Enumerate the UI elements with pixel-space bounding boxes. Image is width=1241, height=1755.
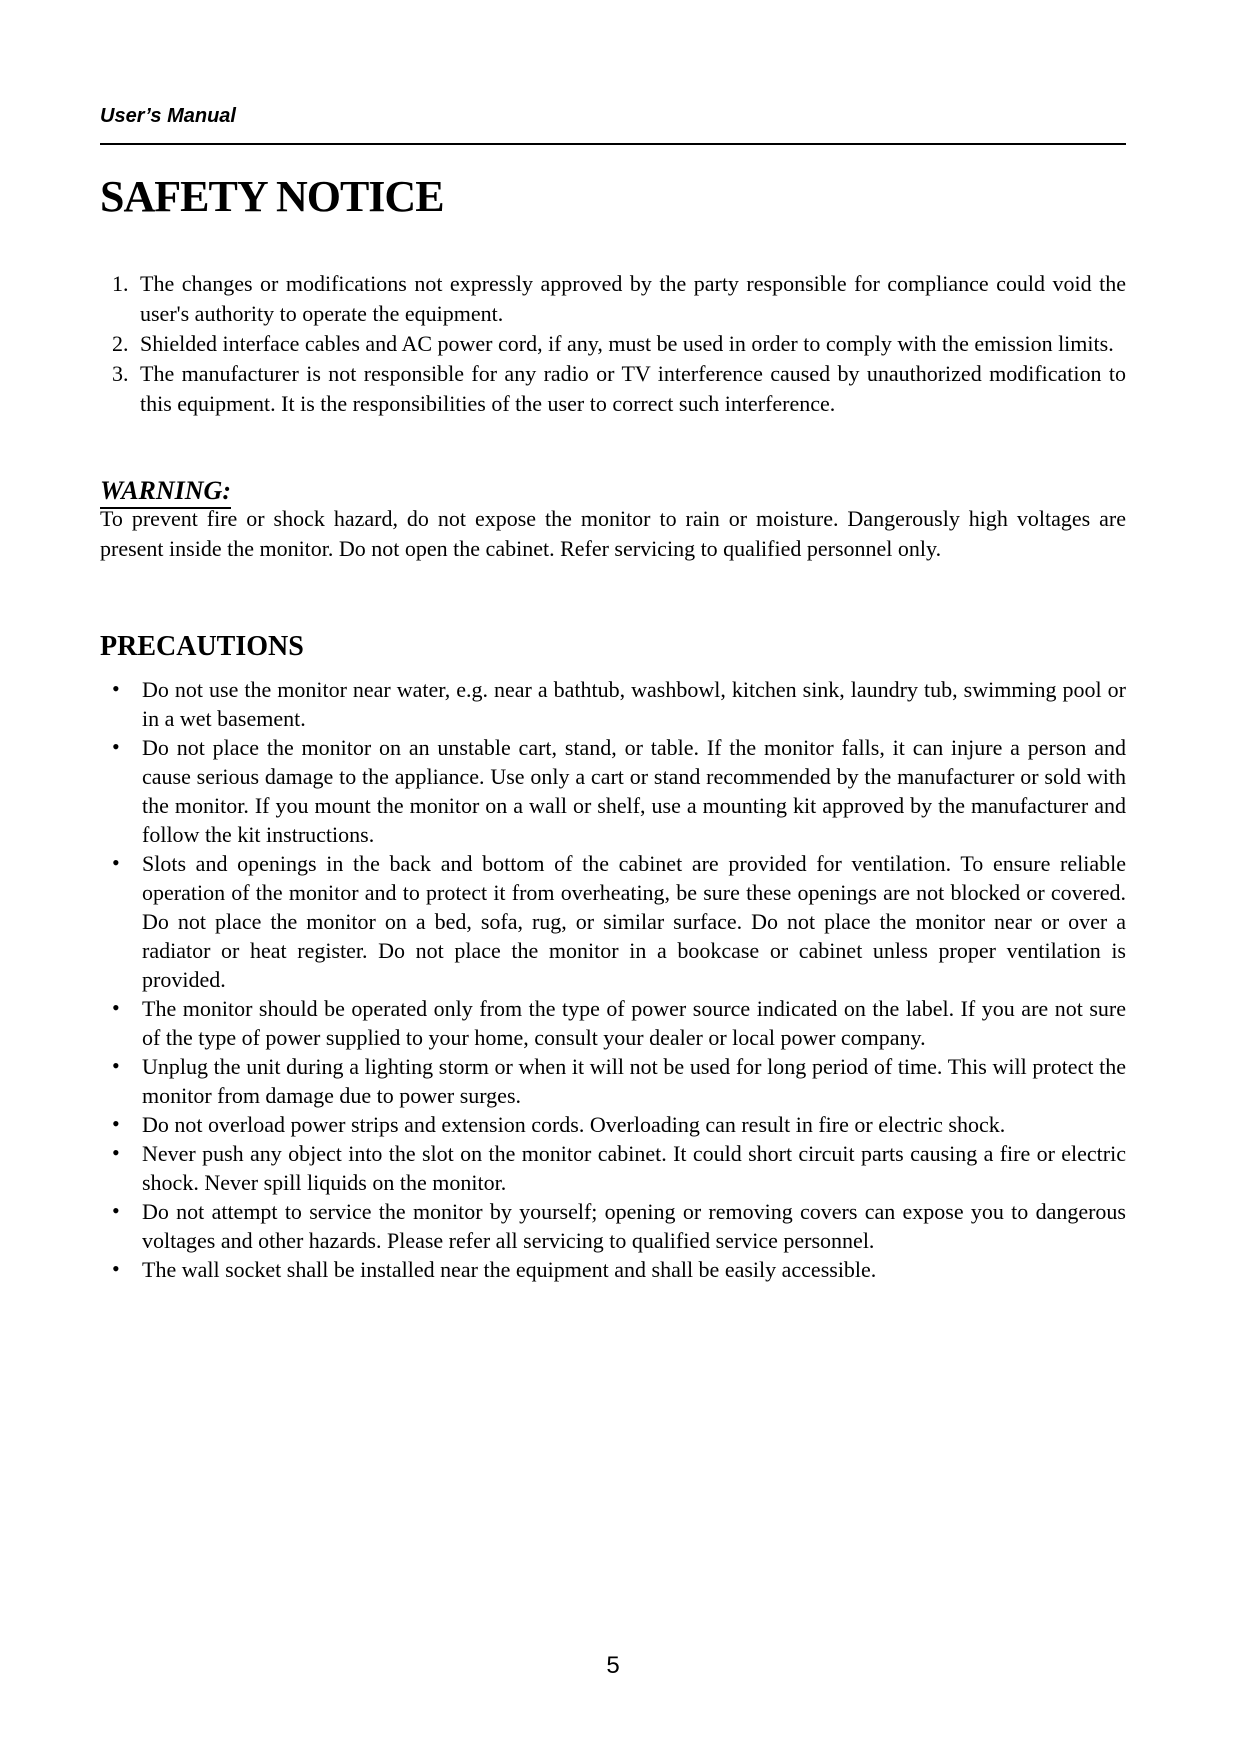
precautions-heading: PRECAUTIONS bbox=[100, 631, 304, 662]
precaution-text: The wall socket shall be installed near the equipment and shall be easily accessible. bbox=[142, 1257, 877, 1282]
precaution-list bbox=[100, 675, 1126, 1284]
precaution-item bbox=[100, 994, 1126, 1052]
notice-text: The changes or modifications not expressly approved by the party responsible for compliance could void the user's authority to operate the equipment. bbox=[140, 271, 1126, 326]
bullet-icon: • bbox=[112, 1053, 120, 1078]
precaution-text: Do not overload power strips and extension cords. Overloading can result in fire or electric shock. bbox=[142, 1112, 1006, 1137]
bullet-icon: • bbox=[112, 1140, 120, 1165]
bullet-icon: • bbox=[112, 734, 120, 759]
precaution-item bbox=[100, 849, 1126, 994]
warning-heading-text: WARNING: bbox=[100, 476, 231, 509]
precaution-item bbox=[100, 1255, 1126, 1284]
notice-number: 1. bbox=[112, 271, 129, 296]
precaution-text: Slots and openings in the back and bottom of the cabinet are provided for ventilation. To ensure reliable operation of the monitor and to protect it from overheating, be sure these openings are not blocked or covered. Do not place the monitor on a bed, sofa, rug, or similar surface. Do not place the monitor near or over a radiator or heat register. Do not place the monitor in a bookcase or cabinet unless proper ventilation is provided. bbox=[142, 851, 1126, 992]
precaution-text: Do not attempt to service the monitor by yourself; opening or removing covers can expose you to dangerous voltages and other hazards. Please refer all servicing to qualified service personnel. bbox=[142, 1199, 1126, 1253]
precaution-item bbox=[100, 1197, 1126, 1255]
safety-notice-list bbox=[100, 269, 1126, 419]
notice-item bbox=[100, 269, 1126, 329]
precaution-item bbox=[100, 675, 1126, 733]
notice-number: 3. bbox=[112, 361, 129, 386]
page-number: 5 bbox=[606, 1652, 620, 1679]
notice-item bbox=[100, 329, 1126, 359]
bullet-icon: • bbox=[112, 850, 120, 875]
bullet-icon: • bbox=[112, 1198, 120, 1223]
header-divider bbox=[100, 143, 1126, 145]
bullet-icon: • bbox=[112, 995, 120, 1020]
notice-text: The manufacturer is not responsible for any radio or TV interference caused by unauthorized modification to this equipment. It is the responsibilities of the user to correct such interference. bbox=[140, 361, 1126, 416]
page-title: SAFETY NOTICE bbox=[100, 172, 444, 221]
notice-number: 2. bbox=[112, 331, 129, 356]
bullet-icon: • bbox=[112, 1111, 120, 1136]
bullet-icon: • bbox=[112, 676, 120, 701]
precaution-text: Do not use the monitor near water, e.g. near a bathtub, washbowl, kitchen sink, laundry tub, swimming pool or in a wet basement. bbox=[142, 677, 1126, 731]
precaution-text: Never push any object into the slot on the monitor cabinet. It could short circuit parts causing a fire or electric shock. Never spill liquids on the monitor. bbox=[142, 1141, 1126, 1195]
page-header: User’s Manual bbox=[100, 105, 236, 127]
precaution-text: Unplug the unit during a lighting storm or when it will not be used for long period of time. This will protect the monitor from damage due to power surges. bbox=[142, 1054, 1126, 1108]
warning-paragraph: To prevent fire or shock hazard, do not expose the monitor to rain or moisture. Dangerously high voltages are present inside the monitor. Do not open the cabinet. Refer servicing to qualified personnel only. bbox=[100, 506, 1126, 561]
precaution-item bbox=[100, 733, 1126, 849]
precaution-item bbox=[100, 1139, 1126, 1197]
precaution-item bbox=[100, 1110, 1126, 1139]
precaution-text: Do not place the monitor on an unstable cart, stand, or table. If the monitor falls, it can injure a person and cause serious damage to the appliance. Use only a cart or stand recommended by the manufacturer or sold with the monitor. If you mount the monitor on a wall or shelf, use a mounting kit approved by the manufacturer and follow the kit instructions. bbox=[142, 735, 1126, 847]
notice-text: Shielded interface cables and AC power cord, if any, must be used in order to comply with the emission limits. bbox=[140, 331, 1114, 356]
precaution-item bbox=[100, 1052, 1126, 1110]
notice-item bbox=[100, 359, 1126, 419]
precaution-text: The monitor should be operated only from the type of power source indicated on the label. If you are not sure of the type of power supplied to your home, consult your dealer or local power company. bbox=[142, 996, 1126, 1050]
bullet-icon: • bbox=[112, 1256, 120, 1281]
